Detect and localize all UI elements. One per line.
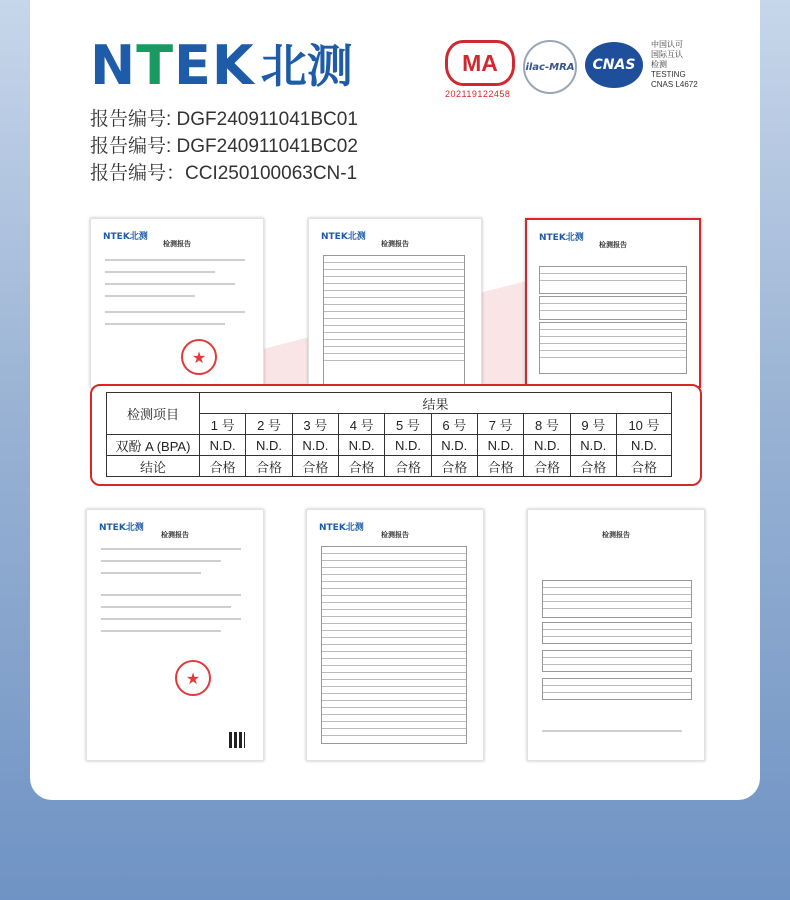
sample-number: 10 号	[616, 414, 671, 435]
conclusion-value: 合格	[246, 456, 292, 477]
sample-number: 3 号	[292, 414, 338, 435]
sample-number: 9 号	[570, 414, 616, 435]
report-page-thumbnail[interactable]: NTEK北测 检测报告	[308, 218, 482, 388]
result-value: N.D.	[200, 435, 246, 456]
report-page-thumbnail[interactable]: NTEK北测 检测报告 ★	[86, 509, 264, 761]
report-number: 报告编号: DGF240911041BC02	[90, 136, 358, 157]
result-value: N.D.	[338, 435, 384, 456]
sample-number: 4 号	[338, 414, 384, 435]
report-page-thumbnail[interactable]: 检测报告	[527, 509, 705, 761]
result-table	[106, 392, 672, 477]
cnas-icon: CNAS	[585, 42, 643, 88]
ilac-mra-icon: ilac-MRA	[523, 40, 577, 94]
sample-number: 1 号	[200, 414, 246, 435]
cnas-caption: 中国认可 国际互认 检测 TESTING CNAS L4672	[651, 40, 698, 89]
conclusion-value: 合格	[292, 456, 338, 477]
result-value: N.D.	[570, 435, 616, 456]
conclusion-value: 合格	[200, 456, 246, 477]
seal-icon: ★	[175, 660, 211, 696]
report-page-thumbnail-highlighted[interactable]: NTEK北测 检测报告	[525, 218, 701, 388]
result-value: N.D.	[246, 435, 292, 456]
report-page-thumbnail[interactable]: NTEK北测 检测报告	[306, 509, 484, 761]
result-value: N.D.	[477, 435, 523, 456]
result-header: 结果	[200, 393, 672, 414]
conclusion-label: 结论	[107, 456, 200, 477]
conclusion-value: 合格	[385, 456, 431, 477]
result-value: N.D.	[385, 435, 431, 456]
logo-chinese: 北测	[260, 39, 353, 93]
conclusion-value: 合格	[338, 456, 384, 477]
cma-icon: MA	[445, 40, 515, 86]
result-value: N.D.	[524, 435, 570, 456]
sample-number: 5 号	[385, 414, 431, 435]
conclusion-value: 合格	[570, 456, 616, 477]
sample-number: 2 号	[246, 414, 292, 435]
sample-number: 6 号	[431, 414, 477, 435]
test-item-header: 检测项目	[107, 393, 200, 435]
report-number: 报告编号：CCI250100063CN-1	[90, 163, 358, 184]
conclusion-value: 合格	[431, 456, 477, 477]
test-name: 双酚 A (BPA)	[107, 435, 200, 456]
cma-number: 202119122458	[445, 89, 511, 99]
result-value: N.D.	[616, 435, 671, 456]
conclusion-value: 合格	[477, 456, 523, 477]
conclusion-value: 合格	[524, 456, 570, 477]
bpa-result-callout	[90, 384, 702, 486]
logo-wordmark: NTEK	[90, 34, 255, 97]
qr-code-icon	[229, 732, 245, 748]
report-number: 报告编号: DGF240911041BC01	[90, 109, 358, 130]
conclusion-value: 合格	[616, 456, 671, 477]
sample-number: 7 号	[477, 414, 523, 435]
result-value: N.D.	[431, 435, 477, 456]
seal-icon: ★	[181, 339, 217, 375]
result-value: N.D.	[292, 435, 338, 456]
report-page-thumbnail[interactable]: NTEK北测 检测报告 ★	[90, 218, 264, 388]
sample-number: 8 号	[524, 414, 570, 435]
